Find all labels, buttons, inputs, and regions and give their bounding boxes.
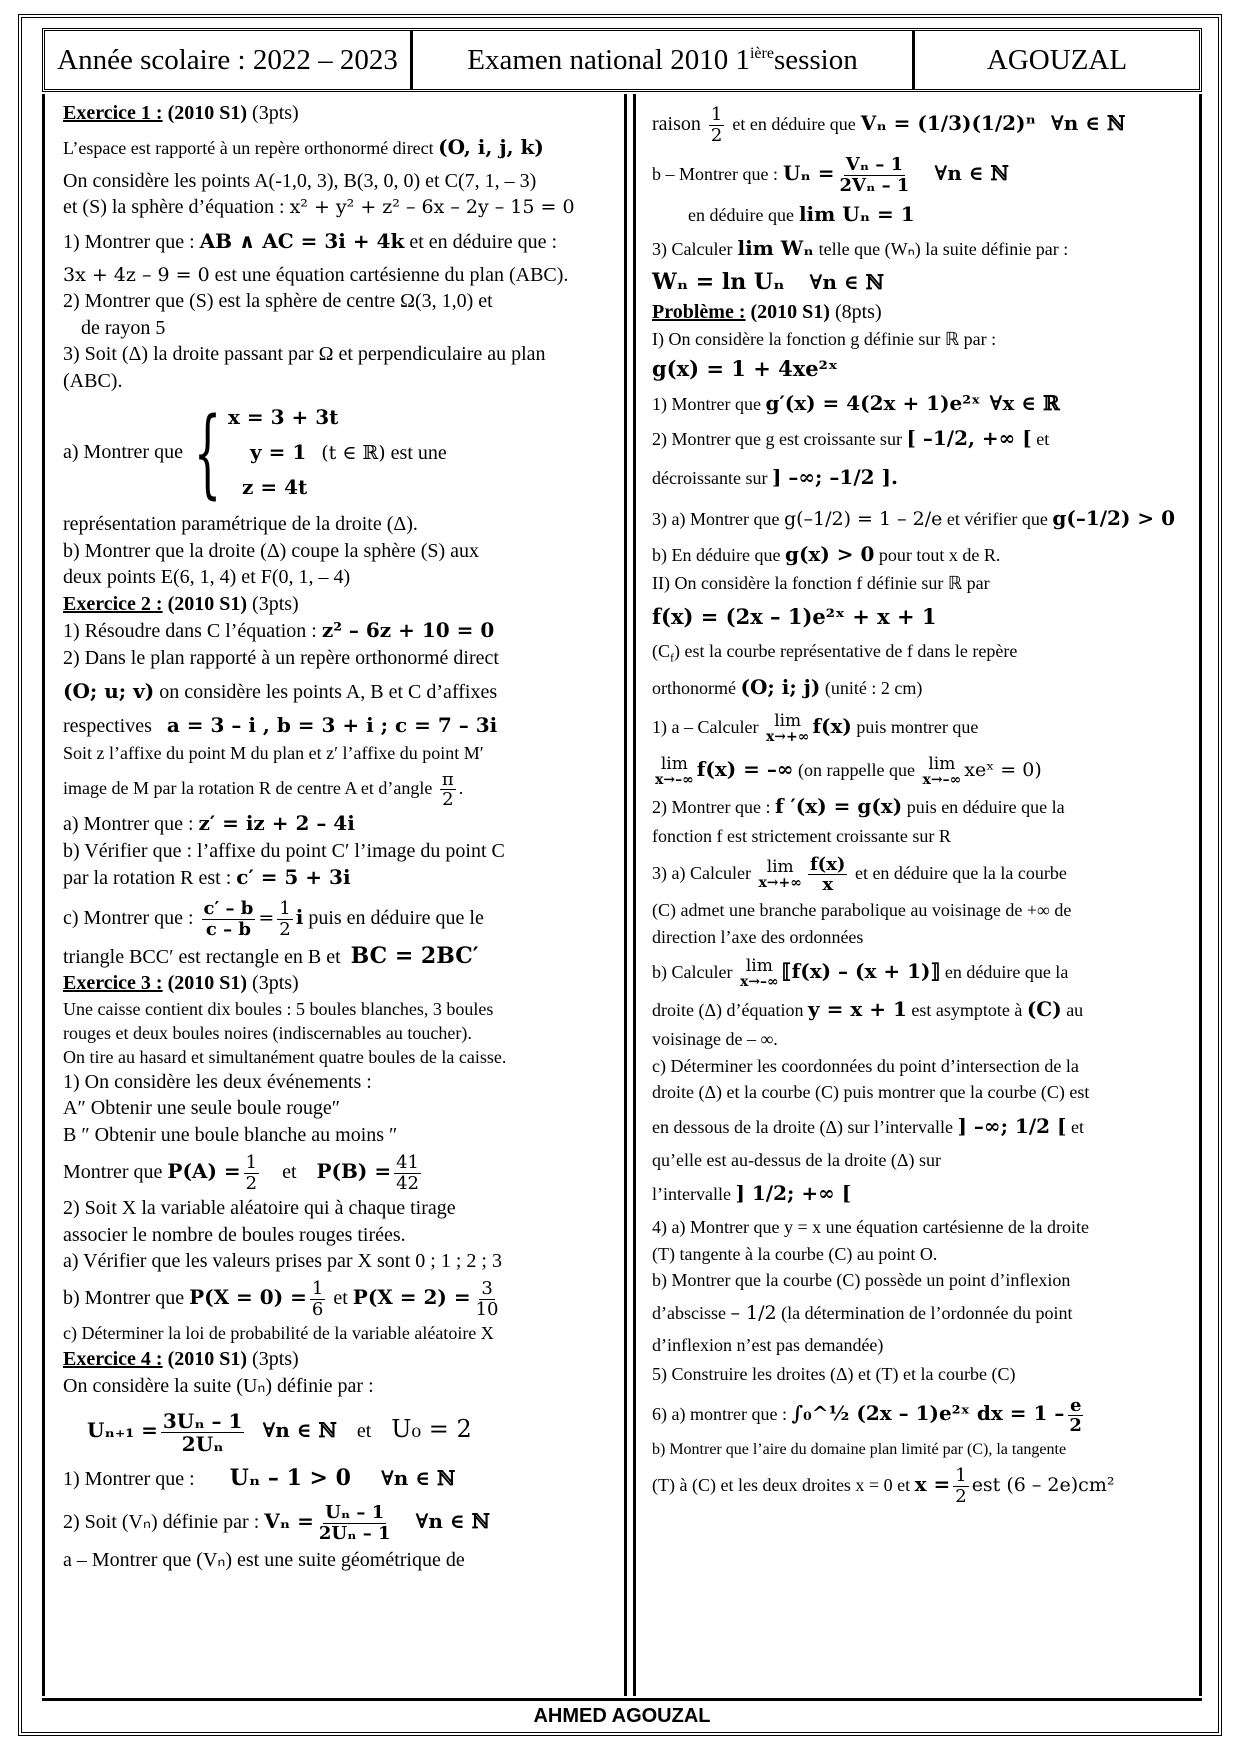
ex2-heading: Exercice 2 : (2010 S1) (3pts) bbox=[63, 592, 299, 615]
ex1-heading: Exercice 1 : (2010 S1) (3pts) bbox=[63, 102, 299, 124]
ex1-qb: b) Montrer que la droite (Δ) coupe la sphère (S) aux bbox=[63, 539, 480, 562]
ex2-q2: (O; u; v) on considère les points A, B et C d’affixes bbox=[63, 679, 498, 703]
prob-p3: 3) a) Calculer lim x→+∞ $\frac{f(x)}{x}$ et en déduire que la la courbe bbox=[652, 853, 1067, 896]
prob-p3: direction l’axe des ordonnées bbox=[652, 926, 864, 947]
prob-p4b: b) Montrer que la courbe (C) possède un point d’inflexion bbox=[652, 1270, 1071, 1291]
ex4-b: b – Montrer que : Uₙ = $\frac{\text{Vₙ – 1}}{\text{2Vₙ – 1}}$ ∀n ∈ ℕ bbox=[652, 154, 1009, 196]
prob-p6: 6) a) montrer que : ∫₀^½ (2x – 1)e²ˣ dx = 1 – $\frac{e}{2}$ bbox=[652, 1394, 1082, 1437]
ex4-qa: a – Montrer que (Vₙ) est une suite géométrique de bbox=[63, 1549, 465, 1572]
ex1-q2: 2) Montrer que (S) est la sphère de centre Ω(3, 1,0) et bbox=[63, 290, 493, 312]
ex4-q1: 1) Montrer que : Uₙ – 1 > 0 ∀n ∈ ℕ bbox=[63, 1465, 456, 1492]
header-bar bbox=[42, 28, 1202, 92]
prob-p3c: droite (Δ) et la courbe (C) puis montrer que la courbe (C) est bbox=[652, 1082, 1090, 1103]
author-name: AGOUZAL bbox=[986, 43, 1128, 76]
ex2-qd: triangle BCC′ est rectangle en B et BC = 2BC′ bbox=[63, 942, 479, 969]
prob-p1: 1) a – Calculer lim x→+∞ f(x) puis montrer que bbox=[652, 710, 979, 745]
exam-sheet bbox=[18, 14, 1222, 1736]
prob-p3c: c) Déterminer les coordonnées du point d’intersection de la bbox=[652, 1055, 1079, 1076]
ex3-line: rouges et deux boules noires (indiscernables au toucher). bbox=[63, 1022, 472, 1043]
left-column bbox=[42, 94, 627, 1696]
ex2-q1: 1) Résoudre dans C l’équation : z² – 6z + 10 = 0 bbox=[63, 618, 495, 642]
prob-i: I) On considère la fonction g définie sur ℝ par : bbox=[652, 328, 997, 349]
ex4-q2: 2) Soit (Vₙ) définie par : Vₙ = $\frac{\text{Uₙ – 1}}{\text{2Uₙ – 1}}$ ∀n ∈ ℕ bbox=[63, 1502, 490, 1545]
ex4-recurrence: Uₙ₊₁ = $\frac{\text{3Uₙ – 1}}{\text{2Uₙ}}$ ∀n ∈ ℕ et U₀ = 2 bbox=[87, 1409, 472, 1457]
ex3-line: Une caisse contient dix boules : 5 boules blanches, 3 boules bbox=[63, 998, 494, 1019]
prob-p3c: l’intervalle ] 1/2; +∞ [ bbox=[652, 1181, 852, 1206]
ex2-q2: respectives a = 3 – i , b = 3 + i ; c = 7 – 3i bbox=[63, 713, 498, 737]
footer: AHMED AGOUZAL bbox=[42, 1698, 1202, 1732]
prob-p4: 4) a) Montrer que y = x une équation cartésienne de la droite bbox=[652, 1217, 1089, 1238]
ex3-event-a: A″ Obtenir une seule boule rouge″ bbox=[63, 1097, 341, 1120]
ex4-line: On considère la suite (Uₙ) définie par : bbox=[63, 1374, 374, 1397]
ex1-q2: de rayon 5 bbox=[81, 316, 166, 339]
prob-q1: 1) Montrer que g′(x) = 4(2x + 1)e²ˣ ∀x ∈ ℝ bbox=[652, 391, 1060, 415]
ex3-line: On tire au hasard et simultanément quatre boules de la caisse. bbox=[63, 1046, 507, 1067]
prob-gdef: g(x) = 1 + 4xe²ˣ bbox=[652, 356, 838, 381]
prob-p3b: droite (Δ) d’équation y = x + 1 est asymptote à (C) au bbox=[652, 997, 1084, 1022]
ex3-heading: Exercice 3 : (2010 S1) (3pts) bbox=[63, 972, 299, 995]
ex1-q3: (ABC). bbox=[63, 369, 123, 392]
ex1-q1: 3x + 4z – 9 = 0 est une équation cartésienne du plan (ABC). bbox=[63, 263, 569, 286]
ex1-qb: deux points E(6, 1, 4) et F(0, 1, – 4) bbox=[63, 566, 351, 588]
ex2-q4: image de M par la rotation R de centre A et d’angle $\frac{\pi}{2}$ . bbox=[63, 768, 464, 811]
prob-cf: orthonormé (O; i; j) (unité : 2 cm) bbox=[652, 674, 923, 699]
prob-p5: 5) Construire les droites (Δ) et (T) et la courbe (C) bbox=[652, 1364, 1016, 1385]
ex3-probs: Montrer que P(A) = $\frac{1}{2}$ et P(B) = $\frac{41}{42}$ bbox=[63, 1152, 420, 1195]
ex3-q2: 2) Soit X la variable aléatoire qui à chaque tirage bbox=[63, 1197, 456, 1220]
ex3-q1: 1) On considère les deux événements : bbox=[63, 1070, 372, 1093]
ex1-q1: 1) Montrer que : AB ∧ AC = 3i + 4k et en déduire que : bbox=[63, 228, 558, 253]
prob-p3c: en dessous de la droite (Δ) sur l’intervalle ] –∞; 1/2 [ et bbox=[652, 1113, 1084, 1138]
ex4-q3: 3) Calculer lim Wₙ telle que (Wₙ) la suite définie par : bbox=[652, 236, 1069, 260]
prob-p1: lim x→–∞ f(x) = –∞ (on rappelle que lim x→–∞ xeˣ = 0) bbox=[655, 753, 1042, 788]
ex1-line: On considère les points A(-1,0, 3), B(3, 0, 0) et C(7, 1, – 3) bbox=[63, 169, 537, 192]
parametric-system: a) Montrer que { x = 3 + 3t y = 1 (t ∈ ℝ) est une z = 4t bbox=[63, 396, 447, 509]
prob-p6b: b) Montrer que l’aire du domaine plan limité par (C), la tangente bbox=[652, 1441, 1067, 1459]
ex1-qa: représentation paramétrique de la droite (Δ). bbox=[63, 513, 418, 535]
ex1-line: L’espace est rapporté à un repère orthonormé direct (O, i, j, k) bbox=[63, 134, 544, 159]
prob-p4: (T) tangente à la courbe (C) au point O. bbox=[652, 1243, 938, 1264]
ex2-qa: a) Montrer que : z′ = iz + 2 – 4i bbox=[63, 811, 355, 836]
prob-q2: 2) Montrer que g est croissante sur [ –1/2, +∞ [ et bbox=[652, 426, 1050, 450]
ex2-q2: 2) Dans le plan rapporté à un repère orthonormé direct bbox=[63, 646, 499, 669]
ex4-heading: Exercice 4 : (2010 S1) (3pts) bbox=[63, 1348, 299, 1371]
prob-p4b: d’abscisse – 1/2 (la détermination de l’ordonnée du point bbox=[652, 1301, 1073, 1324]
ex1-q3: 3) Soit (Δ) la droite passant par Ω et perpendiculaire au plan bbox=[63, 343, 546, 365]
exam-title: Examen national 2010 1 $^{ière}$ session bbox=[413, 31, 915, 89]
prob-cf: $(C_f)$ est la courbe représentative de f dans le repère bbox=[652, 640, 1018, 665]
ex3-qb: b) Montrer que P(X = 0) = $\frac{1}{6}$ et P(X = 2) = $\frac{3}{10}$ bbox=[63, 1277, 499, 1320]
ex4-cont: raison $\frac{1}{2}$ et en déduire que Vₙ = (1/3)(1/2)ⁿ ∀n ∈ ℕ bbox=[652, 104, 1126, 146]
ex1-line: et (S) la sphère d’équation : x² + y² + z² – 6x – 2y – 15 = 0 bbox=[63, 196, 575, 218]
ex2-q3: Soit z l’affixe du point M du plan et z′ l’affixe du point M′ bbox=[63, 742, 484, 763]
prob-p2: fonction f est strictement croissante sur R bbox=[652, 825, 951, 846]
prob-p3c: qu’elle est au-dessus de la droite (Δ) sur bbox=[652, 1149, 941, 1170]
ex2-qb: b) Vérifier que : l’affixe du point C′ l’image du point C bbox=[63, 839, 505, 862]
prob-p2: 2) Montrer que : f ′(x) = g(x) puis en déduire que la bbox=[652, 793, 1065, 818]
ex4-b: en déduire que lim Uₙ = 1 bbox=[688, 202, 915, 226]
prob-p3: (C) admet une branche parabolique au voisinage de +∞ de bbox=[652, 900, 1072, 921]
prob-p4b: d’inflexion n’est pas demandée) bbox=[652, 1334, 884, 1355]
prob-p3b: b) Calculer lim x→–∞ ⟦f(x) – (x + 1)⟧ en déduire que la bbox=[652, 956, 1069, 991]
right-column bbox=[633, 94, 1202, 1696]
prob-ii: II) On considère la fonction f définie sur ℝ par bbox=[652, 573, 990, 593]
ex3-q2: associer le nombre de boules rouges tirées. bbox=[63, 1223, 406, 1246]
ex2-qb: par la rotation R est : c′ = 5 + 3i bbox=[63, 865, 351, 890]
prob-q3b: b) En déduire que g(x) > 0 pour tout x de R. bbox=[652, 542, 1001, 566]
school-year: Année scolaire : 2022 – 2023 bbox=[45, 31, 413, 89]
prob-fdef: f(x) = (2x – 1)e²ˣ + x + 1 bbox=[652, 603, 937, 629]
ex3-qa: a) Vérifier que les valeurs prises par X sont 0 ; 1 ; 2 ; 3 bbox=[63, 1250, 502, 1273]
ex4-q3: Wₙ = ln Uₙ ∀n ∈ ℕ bbox=[652, 269, 884, 295]
ex3-qc: c) Déterminer la loi de probabilité de la variable aléatoire X bbox=[63, 1322, 494, 1343]
prob-q2: décroissante sur ] –∞; –1/2 ]. bbox=[652, 465, 898, 489]
ex3-event-b: B ″ Obtenir une boule blanche au moins ″ bbox=[63, 1123, 398, 1146]
ex2-qc: c) Montrer que : $\frac{c' - b}{c - b}$ = $\frac{1}{2}$ i puis en déduire que le bbox=[63, 897, 484, 940]
brace-icon: { bbox=[193, 396, 222, 509]
prob-heading: Problème : (2010 S1) (8pts) bbox=[652, 301, 882, 323]
prob-q3: 3) a) Montrer que g(–1/2) = 1 – 2/e et vérifier que g(–1/2) > 0 bbox=[652, 506, 1176, 530]
prob-p3b: voisinage de – ∞. bbox=[652, 1029, 778, 1050]
prob-p6b: (T) à (C) et les deux droites x = 0 et x = $\frac{1}{2}$ est (6 – 2e)cm² bbox=[652, 1465, 1115, 1507]
